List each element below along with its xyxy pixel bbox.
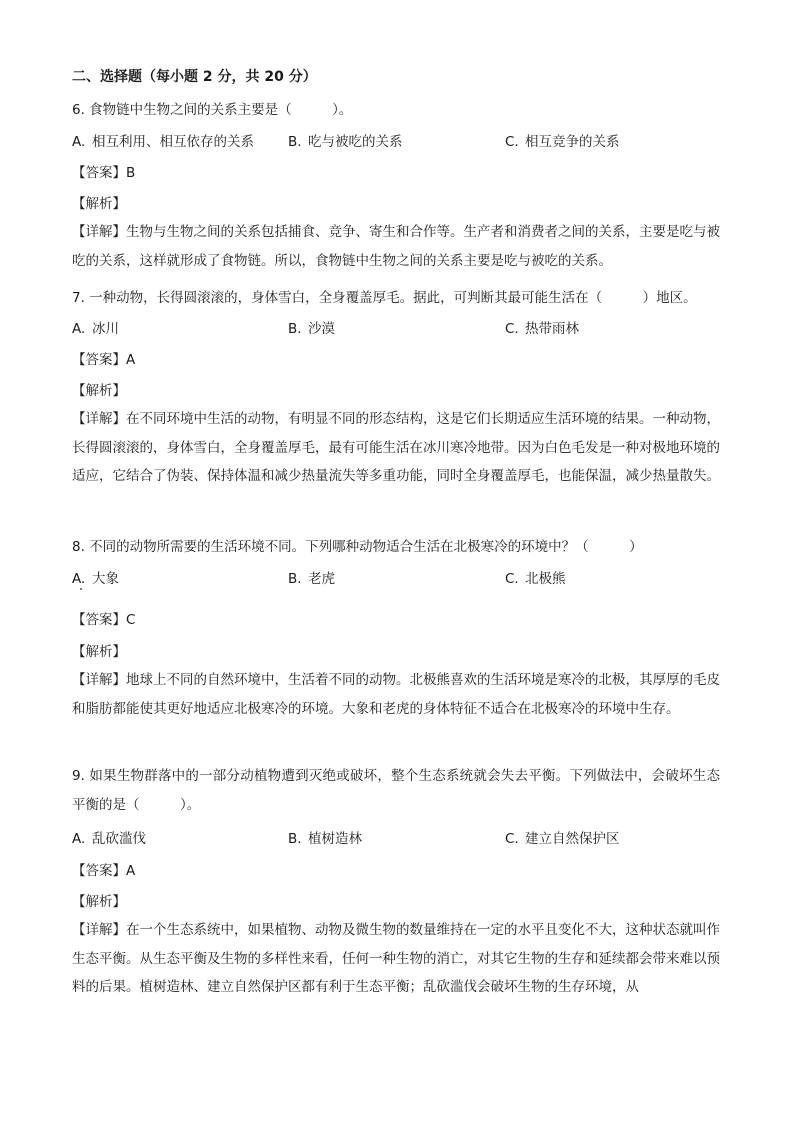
answer-line: 【答案】C <box>72 612 136 628</box>
detail-paragraph: 【详解】生物与生物之间的关系包括捕食、竞争、寄生和合作等。生产者和消费者之间的关系，主要是吃与被吃的关系，这样就形成了食物链。所以，食物链中生物之间的关系主要是吃与被吃的关系。 <box>72 224 720 269</box>
option-c: C. 北极熊 <box>505 571 566 587</box>
options-row <box>72 567 722 587</box>
detail-paragraph: 【详解】地球上不同的自然环境中，生活着不同的动物。北极熊喜欢的生活环境是寒冷的北极，其厚厚的毛皮和脂肪都能使其更好地适应北极寒冷的环境。大象和老虎的身体特征不适合在北极寒冷的环境中生存。 <box>72 672 720 717</box>
analysis-label: 【解析】 <box>72 196 126 212</box>
analysis-label: 【解析】 <box>72 894 126 910</box>
detail-paragraph: 【详解】在一个生态系统中，如果植物、动物及微生物的数量维持在一定的水平且变化不大，这种状态就叫作生态平衡。从生态平衡及生物的多样性来看，任何一种生物的消亡，对其它生物的生存和延续都会带来难以预料的后果。植树造林、建立自然保护区都有利于生态平衡；乱砍滥伐会破坏生物的生存环境，从 <box>72 922 720 995</box>
option-a: A. 冰川 <box>72 321 119 337</box>
option-c: C. 热带雨林 <box>505 321 579 337</box>
detail-paragraph: 【详解】在不同环境中生活的动物，有明显不同的形态结构，这是它们长期适应生活环境的结果。一种动物，长得圆滚滚的，身体雪白，全身覆盖厚毛，最有可能生活在冰川寒冷地带。因为白色毛发是一种对极地环境的适应，它结合了伪装、保持体温和减少热量流失等多重功能，同时全身覆盖厚毛，也能保温，减少热量散失。 <box>72 411 720 484</box>
option-b: B. 沙漠 <box>288 321 335 337</box>
question-stem: 7. 一种动物，长得圆滚滚的，身体雪白，全身覆盖厚毛。据此，可判断其最可能生活在（ ）地区。 <box>72 290 697 306</box>
options-row <box>72 130 722 150</box>
option-b: B. 吃与被吃的关系 <box>288 134 403 150</box>
question-stem: 8. 不同的动物所需要的生活环境不同。下列哪种动物适合生活在北极寒冷的环境中？（ ） <box>72 539 643 555</box>
option-c: C. 建立自然保护区 <box>505 831 620 847</box>
option-c: C. 相互竞争的关系 <box>505 134 620 150</box>
option-a: A. 大象 <box>72 571 119 587</box>
options-row <box>72 317 722 337</box>
options-row <box>72 827 722 847</box>
analysis-label: 【解析】 <box>72 644 126 660</box>
analysis-label: 【解析】 <box>72 383 126 399</box>
option-b: B. 老虎 <box>288 571 335 587</box>
option-a: A. 相互利用、相互依存的关系 <box>72 134 254 150</box>
option-a: A. 乱砍滥伐 <box>72 831 146 847</box>
option-b: B. 植树造林 <box>288 831 362 847</box>
answer-line: 【答案】A <box>72 863 136 879</box>
question-stem: 6. 食物链中生物之间的关系主要是（ ）。 <box>72 102 353 118</box>
stray-mark <box>80 588 82 590</box>
question-stem: 9. 如果生物群落中的一部分动植物遭到灭绝或破坏，整个生态系统就会失去平衡。下列做法中，会破坏生态平衡的是（ ）。 <box>72 768 720 813</box>
section-title: 二、选择题（每小题 2 分，共 20 分） <box>72 69 317 85</box>
answer-line: 【答案】B <box>72 165 136 181</box>
answer-line: 【答案】A <box>72 352 136 368</box>
